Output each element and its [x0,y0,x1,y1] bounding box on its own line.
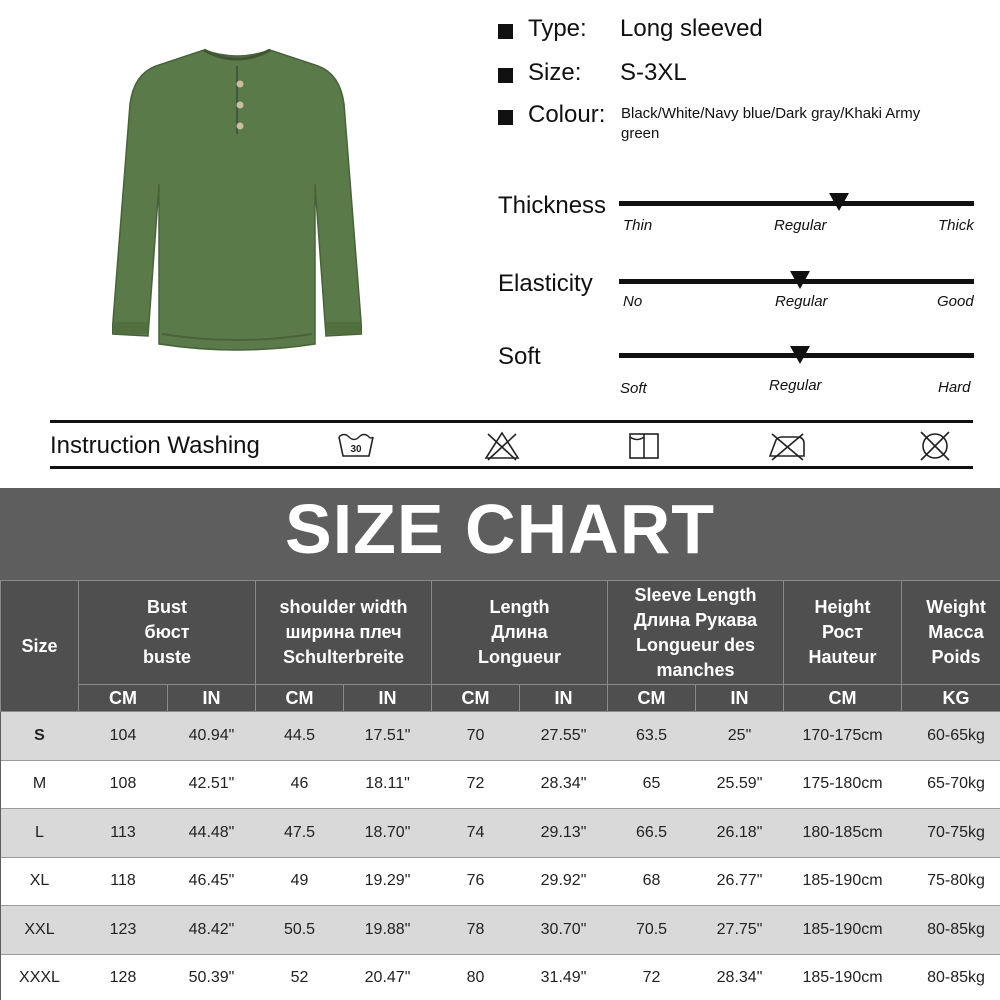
scale-name: Soft [498,343,541,370]
table-row [1,857,1000,906]
table-cell: 66.5 [608,809,696,858]
no-bleach-icon [482,428,522,464]
unit-header: CM [608,685,696,712]
table-row [1,954,1000,1000]
table-cell: 70.5 [608,906,696,955]
spec-type [498,12,763,46]
scale-low-label: Soft [620,380,647,397]
table-cell: 28.34" [520,760,608,809]
scale-high-label: Thick [938,217,974,234]
table-cell: 175-180cm [784,760,902,809]
table-cell: 30.70" [520,906,608,955]
table-cell: 68 [608,857,696,906]
header-shoulder-width: shoulder width ширина плеч Schulterbreite [256,581,432,685]
table-cell: 63.5 [608,712,696,761]
scale-marker-icon [829,193,849,211]
unit-header: KG [902,685,1000,712]
spec-type-label: Type: [528,15,587,42]
scale-mid-label: Regular [774,217,827,234]
divider [50,466,973,469]
unit-header: CM [256,685,344,712]
table-cell: 75-80kg [902,857,1000,906]
bullet-icon [498,24,513,39]
table-cell: 60-65kg [902,712,1000,761]
table-cell: 26.77" [696,857,784,906]
table-cell: 50.39" [168,954,256,1000]
table-cell: 108 [79,760,168,809]
table-cell: 42.51" [168,760,256,809]
size-chart [0,488,1000,1000]
table-cell: 17.51" [344,712,432,761]
header-bust: Bust бюст buste [79,581,256,685]
table-cell: 128 [79,954,168,1000]
table-cell: 44.48" [168,809,256,858]
table-row [1,809,1000,858]
table-cell: 31.49" [520,954,608,1000]
size-cell: S [1,712,79,761]
table-cell: 118 [79,857,168,906]
table-cell: 26.18" [696,809,784,858]
table-cell: 46.45" [168,857,256,906]
header-size: Size [1,581,79,712]
scale-mid-label: Regular [775,293,828,310]
table-cell: 25.59" [696,760,784,809]
header-length: Length Длина Longueur [432,581,608,685]
table-cell: 49 [256,857,344,906]
bullet-icon [498,68,513,83]
unit-header: IN [344,685,432,712]
table-cell: 104 [79,712,168,761]
unit-header: CM [79,685,168,712]
svg-text:30: 30 [350,444,362,455]
table-row [1,712,1000,761]
unit-header: IN [696,685,784,712]
scale-high-label: Hard [938,379,971,396]
wash-30-icon [336,428,376,464]
no-iron-icon [767,428,807,464]
table-cell: 72 [432,760,520,809]
scale-low-label: No [623,293,643,310]
scale-high-label: Good [937,293,974,310]
spec-colour-value: Black/White/Navy blue/Dark gray/Khaki Army green [621,105,921,142]
spec-size-label: Size: [528,59,582,86]
table-cell: 46 [256,760,344,809]
spec-colour [498,98,921,144]
size-table-body [1,712,1000,1000]
table-cell: 19.88" [344,906,432,955]
line-dry-icon [624,428,664,464]
table-cell: 185-190cm [784,857,902,906]
size-cell: L [1,809,79,858]
table-row [1,906,1000,955]
table-cell: 123 [79,906,168,955]
washing-title: Instruction Washing [50,432,260,459]
table-cell: 29.13" [520,809,608,858]
no-dry-clean-icon [915,428,955,464]
table-cell: 74 [432,809,520,858]
unit-header: IN [520,685,608,712]
table-cell: 48.42" [168,906,256,955]
table-cell: 65 [608,760,696,809]
bullet-icon [498,110,513,125]
header-height: Height Рост Hauteur [784,581,902,685]
size-chart-title: SIZE CHART [285,490,715,568]
table-cell: 76 [432,857,520,906]
table-cell: 70 [432,712,520,761]
table-cell: 25" [696,712,784,761]
size-table [0,580,1000,1000]
table-cell: 80 [432,954,520,1000]
header-sleeve-length: Sleeve Length Длина Рукава Longueur des manches [608,581,784,685]
table-cell: 72 [608,954,696,1000]
unit-header-row [1,685,1000,712]
scale-mid-label: Regular [769,377,822,394]
table-cell: 78 [432,906,520,955]
table-header-row [1,581,1000,685]
table-cell: 80-85kg [902,906,1000,955]
scale-low-label: Thin [623,217,653,234]
table-cell: 18.11" [344,760,432,809]
table-cell: 27.75" [696,906,784,955]
table-cell: 18.70" [344,809,432,858]
product-shirt-image [112,44,362,362]
spec-colour-label: Colour: [528,101,606,128]
table-cell: 185-190cm [784,906,902,955]
divider [50,420,973,423]
table-cell: 20.47" [344,954,432,1000]
spec-size-value: S-3XL [620,59,687,86]
table-cell: 40.94" [168,712,256,761]
table-row [1,760,1000,809]
size-cell: XL [1,857,79,906]
table-cell: 44.5 [256,712,344,761]
unit-header: IN [168,685,256,712]
table-cell: 70-75kg [902,809,1000,858]
table-cell: 27.55" [520,712,608,761]
scale-bar [619,201,974,206]
header-weight: Weight Масса Poids [902,581,1000,685]
unit-header: CM [784,685,902,712]
table-cell: 28.34" [696,954,784,1000]
unit-header: CM [432,685,520,712]
table-cell: 50.5 [256,906,344,955]
spec-type-value: Long sleeved [620,15,763,42]
table-cell: 52 [256,954,344,1000]
scale-name: Elasticity [498,270,593,297]
scale-name: Thickness [498,192,607,219]
size-cell: XXL [1,906,79,955]
table-cell: 65-70kg [902,760,1000,809]
table-cell: 80-85kg [902,954,1000,1000]
scale-marker-icon [790,346,810,364]
scale-marker-icon [790,271,810,289]
table-cell: 29.92" [520,857,608,906]
table-cell: 185-190cm [784,954,902,1000]
spec-size [498,56,687,90]
table-cell: 113 [79,809,168,858]
size-cell: XXXL [1,954,79,1000]
size-cell: M [1,760,79,809]
table-cell: 170-175cm [784,712,902,761]
table-cell: 180-185cm [784,809,902,858]
table-cell: 47.5 [256,809,344,858]
table-cell: 19.29" [344,857,432,906]
